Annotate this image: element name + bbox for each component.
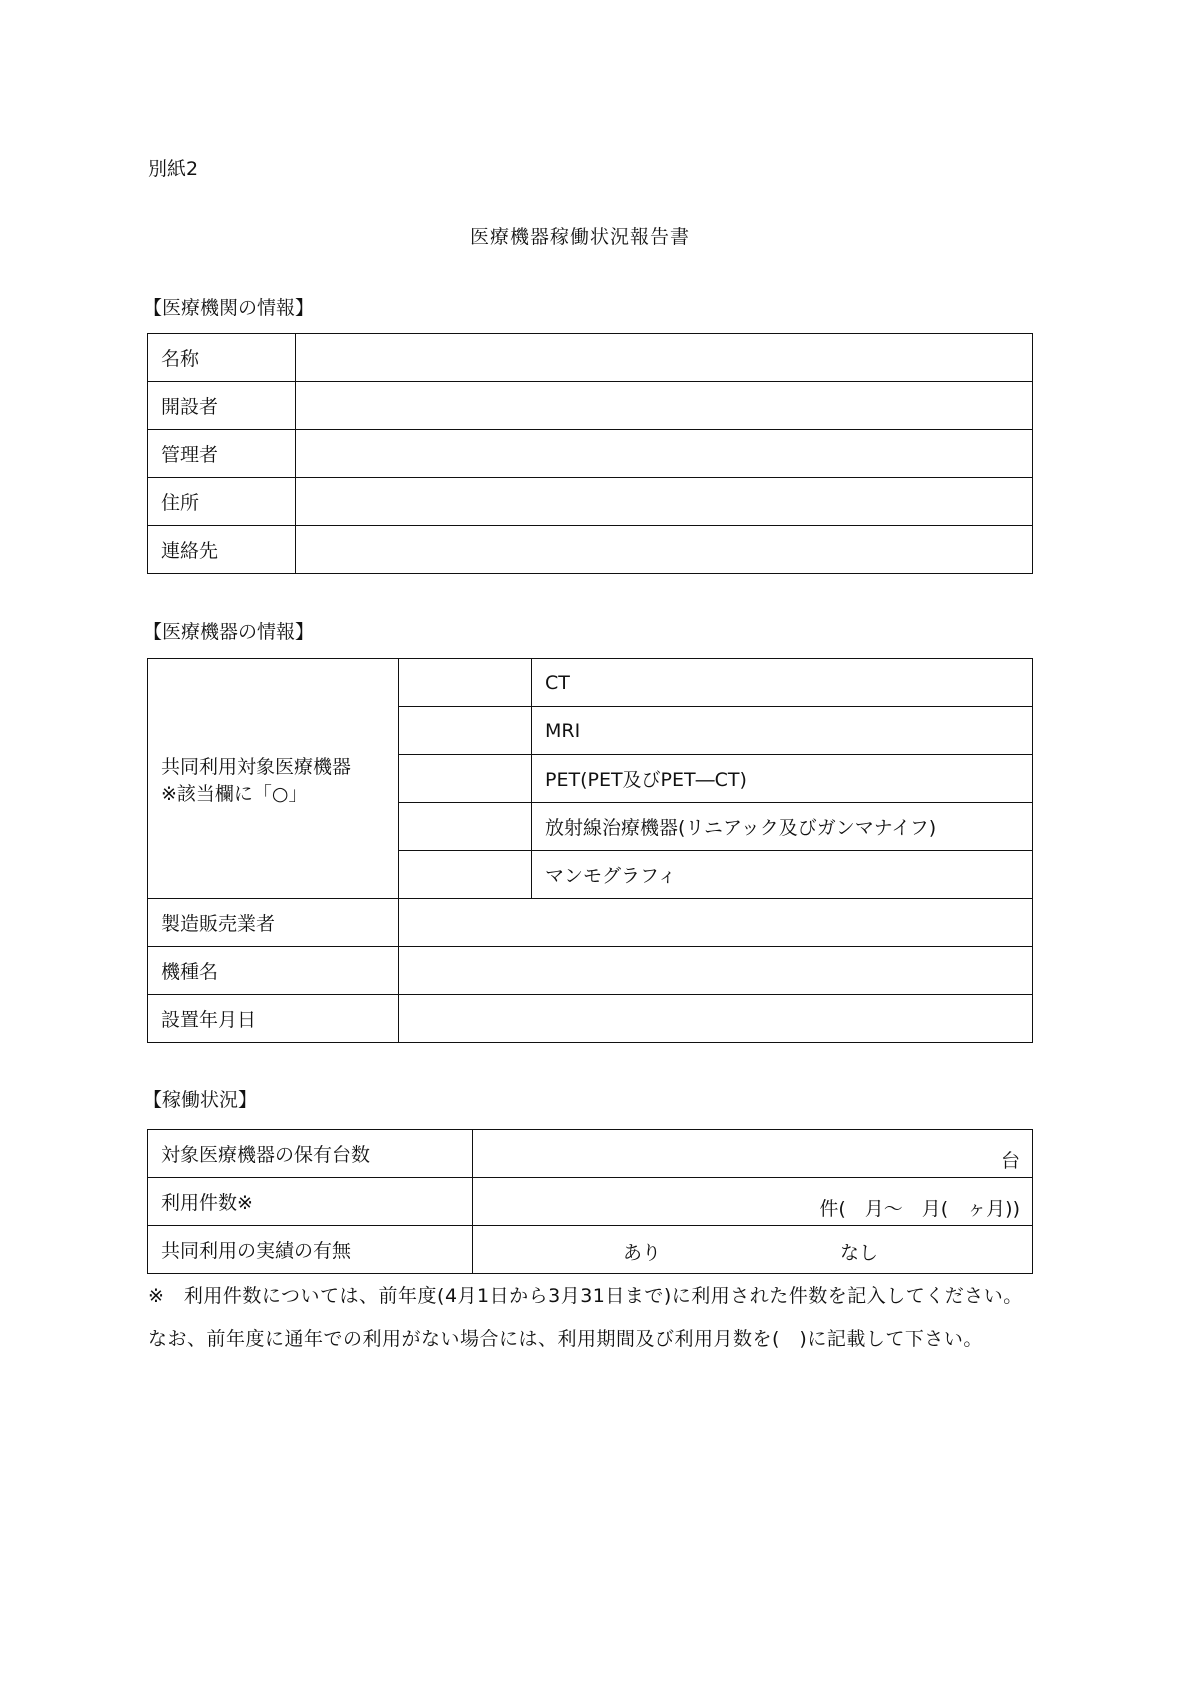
shared-record-no[interactable]: なし [840,1242,879,1264]
device-table [147,658,1033,1043]
row-label-address: 住所 [148,478,296,526]
section-heading-institution: 【医療機関の情報】 [143,297,315,319]
shared-device-label [148,659,399,899]
section-heading-device: 【医療機器の情報】 [143,621,315,643]
device-mark-mri[interactable] [399,707,532,755]
footnote: ※ 利用件数については、前年度(4月1日から3月31日まで)に利用された件数を記入してください。なお、前年度に通年での利用がない場合には、利用期間及び利用月数を( )に記載して下さい。 [148,1285,1023,1350]
row-label-administrator: 管理者 [148,430,296,478]
device-name-ct: CT [532,659,1033,707]
device-name-mammography: マンモグラフィ [532,851,1033,899]
input-manufacturer[interactable] [399,899,1033,947]
document-title: 医療機器稼働状況報告書 [470,226,691,248]
institution-table [147,333,1033,574]
unit-count-suffix: 台 [1000,1150,1020,1172]
usage-count-suffix: 件( 月～ 月( ヶ月)) [819,1198,1020,1220]
row-label-name: 名称 [148,334,296,382]
device-mark-pet[interactable] [399,755,532,803]
shared-device-label-line1: 共同利用対象医療機器 [161,755,352,778]
row-label-unit-count: 対象医療機器の保有台数 [148,1130,473,1178]
device-mark-mammography[interactable] [399,851,532,899]
attachment-label: 別紙2 [148,158,199,180]
device-name-mri: MRI [532,707,1033,755]
row-label-usage-count: 利用件数※ [148,1178,473,1226]
input-founder[interactable] [296,382,1033,430]
input-model-name[interactable] [399,947,1033,995]
input-usage-count[interactable] [473,1178,1033,1226]
operation-table [147,1129,1033,1274]
row-label-shared-record: 共同利用の実績の有無 [148,1226,473,1274]
device-mark-ct[interactable] [399,659,532,707]
row-label-contact: 連絡先 [148,526,296,574]
row-label-founder: 開設者 [148,382,296,430]
input-administrator[interactable] [296,430,1033,478]
device-name-pet: PET(PET及びPET―CT) [532,755,1033,803]
input-unit-count[interactable] [473,1130,1033,1178]
input-contact[interactable] [296,526,1033,574]
device-name-radiotherapy: 放射線治療機器(リニアック及びガンマナイフ) [532,803,1033,851]
shared-record-yes[interactable]: あり [623,1242,662,1264]
row-label-install-date: 設置年月日 [148,995,399,1043]
row-label-manufacturer: 製造販売業者 [148,899,399,947]
row-label-model-name: 機種名 [148,947,399,995]
input-install-date[interactable] [399,995,1033,1043]
device-mark-radiotherapy[interactable] [399,803,532,851]
input-address[interactable] [296,478,1033,526]
section-heading-operation: 【稼働状況】 [143,1089,258,1111]
shared-record-options [473,1226,1033,1274]
shared-device-label-line2: ※該当欄に「○」 [161,782,308,805]
input-name[interactable] [296,334,1033,382]
